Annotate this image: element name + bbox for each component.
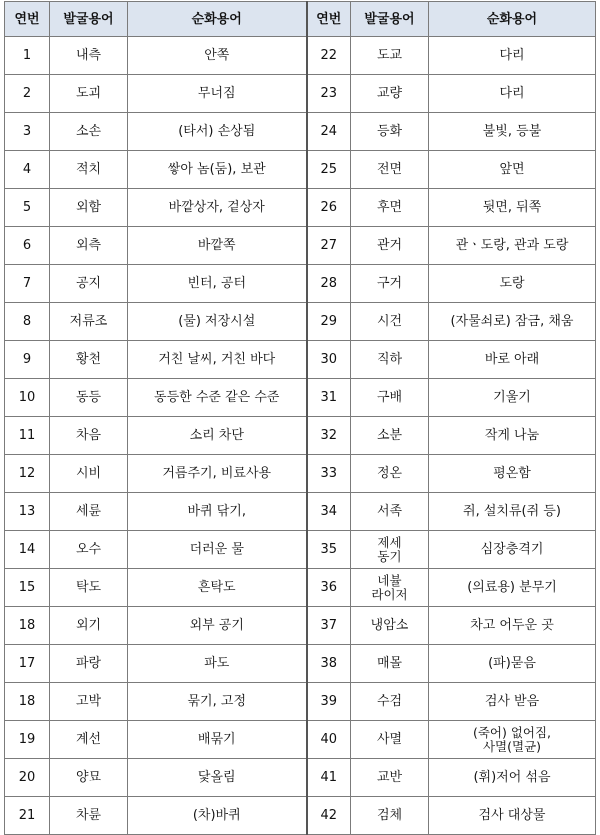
table-row — [5, 607, 596, 645]
refined-term-left: 동등한 수준 같은 수준 — [128, 379, 307, 417]
excavation-term-left: 차음 — [50, 417, 128, 455]
refined-term-left: (타서) 손상됨 — [128, 113, 307, 151]
row-number-left: 15 — [5, 569, 50, 607]
refined-term-right: (휘)저어 섞음 — [429, 759, 596, 797]
refined-term-right: 불빛, 등불 — [429, 113, 596, 151]
refined-term-left: (차)바퀴 — [128, 797, 307, 835]
excavation-term-right: 사멸 — [351, 721, 429, 759]
row-number-left: 14 — [5, 531, 50, 569]
excavation-term-left: 오수 — [50, 531, 128, 569]
row-number-left: 21 — [5, 797, 50, 835]
excavation-term-left: 외측 — [50, 227, 128, 265]
refined-term-right: 검사 받음 — [429, 683, 596, 721]
header-number-right: 연번 — [307, 2, 351, 37]
row-number-right: 22 — [307, 37, 351, 75]
excavation-term-left: 동등 — [50, 379, 128, 417]
header-term-right: 발굴용어 — [351, 2, 429, 37]
refined-term-left: 쌓아 놈(둠), 보관 — [128, 151, 307, 189]
row-number-right: 24 — [307, 113, 351, 151]
row-number-right: 36 — [307, 569, 351, 607]
refined-term-left: 거친 날씨, 거친 바다 — [128, 341, 307, 379]
row-number-left: 7 — [5, 265, 50, 303]
row-number-left: 17 — [5, 645, 50, 683]
excavation-term-right: 구거 — [351, 265, 429, 303]
row-number-left: 1 — [5, 37, 50, 75]
row-number-left: 9 — [5, 341, 50, 379]
refined-term-left: 바깥상자, 겉상자 — [128, 189, 307, 227]
row-number-left: 5 — [5, 189, 50, 227]
row-number-right: 41 — [307, 759, 351, 797]
excavation-term-right: 교량 — [351, 75, 429, 113]
refined-term-right: 쥐, 설치류(쥐 등) — [429, 493, 596, 531]
refined-term-left: 빈터, 공터 — [128, 265, 307, 303]
table-row — [5, 379, 596, 417]
refined-term-left: 바퀴 닦기, — [128, 493, 307, 531]
table-row — [5, 797, 596, 835]
refined-term-right: 검사 대상물 — [429, 797, 596, 835]
table-row — [5, 189, 596, 227]
refined-term-right: 차고 어두운 곳 — [429, 607, 596, 645]
refined-term-right: 바로 아래 — [429, 341, 596, 379]
row-number-right: 26 — [307, 189, 351, 227]
row-number-left: 19 — [5, 721, 50, 759]
refined-term-right: 심장충격기 — [429, 531, 596, 569]
table-row — [5, 265, 596, 303]
refined-term-left: 안쪽 — [128, 37, 307, 75]
excavation-term-right: 시건 — [351, 303, 429, 341]
refined-term-left: 거름주기, 비료사용 — [128, 455, 307, 493]
excavation-term-right: 매몰 — [351, 645, 429, 683]
refined-term-right: 작게 나눔 — [429, 417, 596, 455]
row-number-left: 12 — [5, 455, 50, 493]
row-number-left: 8 — [5, 303, 50, 341]
row-number-right: 30 — [307, 341, 351, 379]
table-row — [5, 569, 596, 607]
row-number-right: 38 — [307, 645, 351, 683]
table-row — [5, 759, 596, 797]
refined-term-right: (의료용) 분무기 — [429, 569, 596, 607]
row-number-right: 33 — [307, 455, 351, 493]
refined-term-right: 다리 — [429, 75, 596, 113]
excavation-term-right: 소분 — [351, 417, 429, 455]
refined-term-right: (죽어) 없어짐, 사멸(멸균) — [429, 721, 596, 759]
table-row — [5, 227, 596, 265]
refined-term-left: 소리 차단 — [128, 417, 307, 455]
table-row — [5, 721, 596, 759]
row-number-left: 20 — [5, 759, 50, 797]
excavation-term-left: 계선 — [50, 721, 128, 759]
excavation-term-right: 냉암소 — [351, 607, 429, 645]
refined-term-left: 파도 — [128, 645, 307, 683]
table-row — [5, 303, 596, 341]
excavation-term-left: 외기 — [50, 607, 128, 645]
row-number-right: 42 — [307, 797, 351, 835]
header-row — [5, 2, 596, 37]
excavation-term-left: 고박 — [50, 683, 128, 721]
row-number-left: 4 — [5, 151, 50, 189]
refined-term-right: (파)묻음 — [429, 645, 596, 683]
row-number-left: 6 — [5, 227, 50, 265]
row-number-left: 3 — [5, 113, 50, 151]
refined-term-right: 뒷면, 뒤쪽 — [429, 189, 596, 227]
row-number-right: 34 — [307, 493, 351, 531]
row-number-right: 32 — [307, 417, 351, 455]
terms-table — [4, 1, 596, 835]
excavation-term-right: 구배 — [351, 379, 429, 417]
row-number-left: 10 — [5, 379, 50, 417]
refined-term-right: 다리 — [429, 37, 596, 75]
excavation-term-left: 도괴 — [50, 75, 128, 113]
row-number-right: 31 — [307, 379, 351, 417]
excavation-term-left: 시비 — [50, 455, 128, 493]
excavation-term-right: 관거 — [351, 227, 429, 265]
table-row — [5, 683, 596, 721]
refined-term-left: 배묶기 — [128, 721, 307, 759]
row-number-right: 23 — [307, 75, 351, 113]
excavation-term-left: 차륜 — [50, 797, 128, 835]
row-number-right: 27 — [307, 227, 351, 265]
excavation-term-left: 내측 — [50, 37, 128, 75]
row-number-right: 40 — [307, 721, 351, 759]
excavation-term-left: 황천 — [50, 341, 128, 379]
excavation-term-left: 저류조 — [50, 303, 128, 341]
excavation-term-right: 검체 — [351, 797, 429, 835]
excavation-term-left: 양묘 — [50, 759, 128, 797]
table-row — [5, 417, 596, 455]
row-number-left: 2 — [5, 75, 50, 113]
row-number-right: 35 — [307, 531, 351, 569]
excavation-term-right: 정온 — [351, 455, 429, 493]
header-term-left: 발굴용어 — [50, 2, 128, 37]
table-row — [5, 113, 596, 151]
terms-body — [5, 37, 596, 835]
header-refined-left: 순화용어 — [128, 2, 307, 37]
excavation-term-right: 직하 — [351, 341, 429, 379]
refined-term-right: 기울기 — [429, 379, 596, 417]
excavation-term-left: 탁도 — [50, 569, 128, 607]
excavation-term-left: 세륜 — [50, 493, 128, 531]
excavation-term-right: 전면 — [351, 151, 429, 189]
refined-term-right: 관ㆍ도랑, 관과 도랑 — [429, 227, 596, 265]
excavation-term-right: 제세 동기 — [351, 531, 429, 569]
excavation-term-left: 소손 — [50, 113, 128, 151]
refined-term-left: 바깥쪽 — [128, 227, 307, 265]
refined-term-left: (물) 저장시설 — [128, 303, 307, 341]
excavation-term-right: 네뷸 라이저 — [351, 569, 429, 607]
refined-term-right: 평온함 — [429, 455, 596, 493]
refined-term-right: 앞면 — [429, 151, 596, 189]
refined-term-left: 무너짐 — [128, 75, 307, 113]
excavation-term-right: 후면 — [351, 189, 429, 227]
table-row — [5, 493, 596, 531]
table-row — [5, 455, 596, 493]
row-number-right: 28 — [307, 265, 351, 303]
excavation-term-left: 적치 — [50, 151, 128, 189]
table-row — [5, 75, 596, 113]
refined-term-left: 묶기, 고정 — [128, 683, 307, 721]
refined-term-right: (자물쇠로) 잠금, 채움 — [429, 303, 596, 341]
refined-term-left: 외부 공기 — [128, 607, 307, 645]
excavation-term-right: 서족 — [351, 493, 429, 531]
header-number-left: 연번 — [5, 2, 50, 37]
table-row — [5, 37, 596, 75]
row-number-right: 25 — [307, 151, 351, 189]
refined-term-left: 닻올림 — [128, 759, 307, 797]
excavation-term-right: 등화 — [351, 113, 429, 151]
row-number-right: 37 — [307, 607, 351, 645]
refined-term-left: 더러운 물 — [128, 531, 307, 569]
table-row — [5, 645, 596, 683]
row-number-left: 13 — [5, 493, 50, 531]
table-row — [5, 341, 596, 379]
excavation-term-right: 도교 — [351, 37, 429, 75]
header-refined-right: 순화용어 — [429, 2, 596, 37]
row-number-right: 29 — [307, 303, 351, 341]
row-number-right: 39 — [307, 683, 351, 721]
excavation-term-right: 수검 — [351, 683, 429, 721]
table-row — [5, 531, 596, 569]
excavation-term-left: 파랑 — [50, 645, 128, 683]
refined-term-right: 도랑 — [429, 265, 596, 303]
excavation-term-right: 교반 — [351, 759, 429, 797]
row-number-left: 18 — [5, 607, 50, 645]
excavation-term-left: 공지 — [50, 265, 128, 303]
row-number-left: 18 — [5, 683, 50, 721]
excavation-term-left: 외함 — [50, 189, 128, 227]
table-row — [5, 151, 596, 189]
refined-term-left: 흔탁도 — [128, 569, 307, 607]
row-number-left: 11 — [5, 417, 50, 455]
